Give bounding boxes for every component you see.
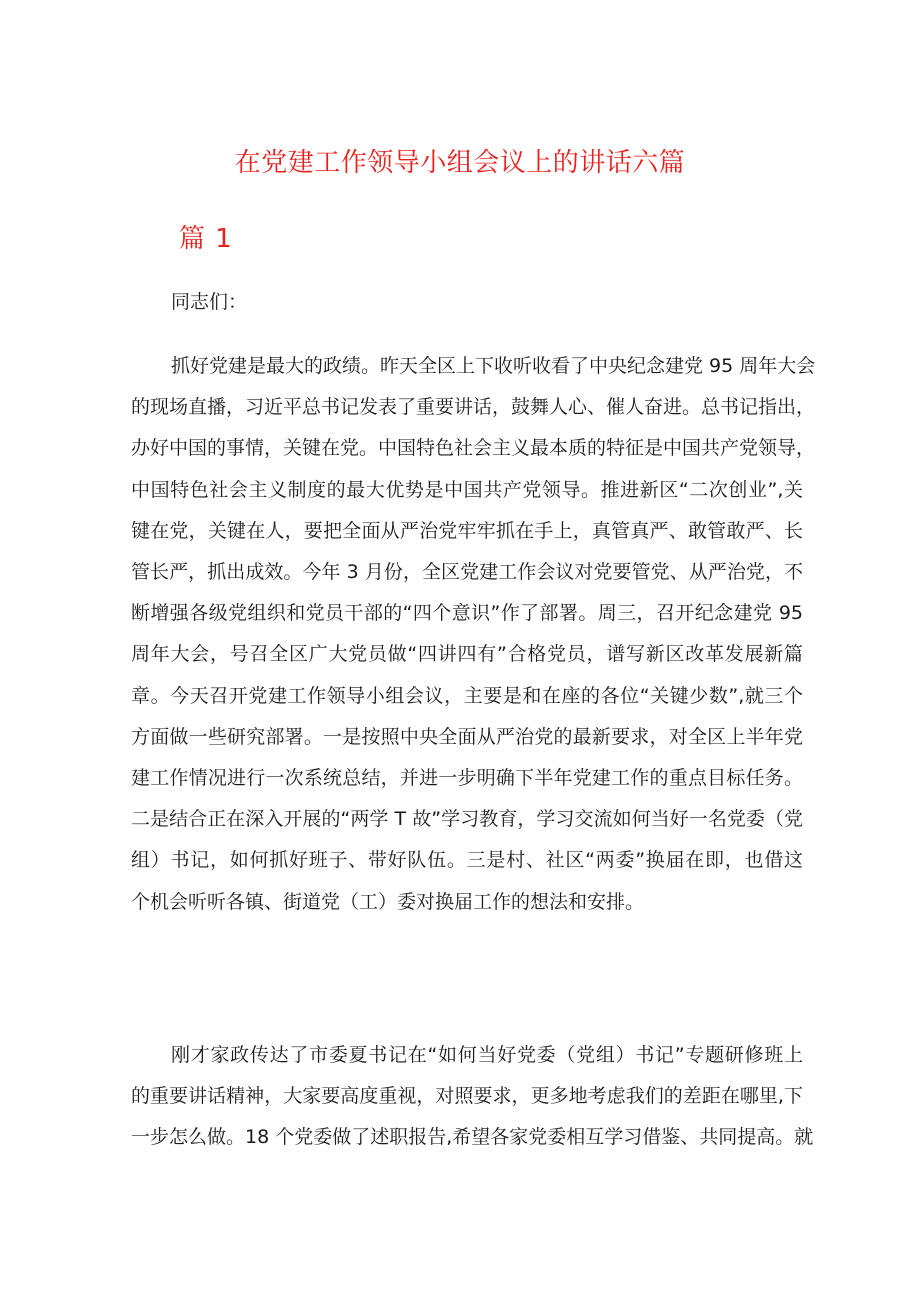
paragraph-line: 办好中国的事情，关键在党。中国特色社会主义最本质的特征是中国共产党领导， <box>131 437 816 460</box>
paragraph-line: 断增强各级党组织和党员干部的“四个意识”作了部署。周三，召开纪念建党 95 <box>131 602 803 625</box>
paragraph-line: 二是结合正在深入开展的“两学 T 故”学习教育，学习交流如何当好一名党委（党 <box>131 808 803 831</box>
paragraph-line: 组）书记，如何抓好班子、带好队伍。三是村、社区“两委”换届在即，也借这 <box>131 849 803 872</box>
paragraph-line: 刚才家政传达了市委夏书记在“如何当好党委（党组）书记”专题研修班上 <box>171 1044 803 1066</box>
paragraph-line: 抓好党建是最大的政绩。昨天全区上下收听收看了中央纪念建党 95 周年大会 <box>171 355 816 377</box>
document-title: 在党建工作领导小组会议上的讲话六篇 <box>234 148 686 178</box>
paragraph-line: 管长严，抓出成效。今年 3 月份，全区党建工作会议对党要管党、从严治党，不 <box>131 561 803 584</box>
paragraph-line: 方面做一些研究部署。一是按照中央全面从严治党的最新要求，对全区上半年党 <box>131 725 803 748</box>
paragraph-1 <box>131 346 816 923</box>
paragraph-line: 的现场直播，习近平总书记发表了重要讲话，鼓舞人心、催人奋进。总书记指出， <box>131 396 816 419</box>
salutation: 同志们： <box>171 291 248 313</box>
paragraph-line: 个机会听听各镇、街道党（工）委对换届工作的想法和安排。 <box>131 890 645 913</box>
paragraph-2 <box>131 1035 814 1159</box>
paragraph-line: 周年大会，号召全区广大党员做“四讲四有”合格党员，谱写新区改革发展新篇 <box>131 643 803 666</box>
paragraph-line: 建工作情况进行一次系统总结，并进一步明确下半年党建工作的重点目标任务。 <box>131 767 803 790</box>
paragraph-line: 的重要讲话精神，大家要高度重视，对照要求，更多地考虑我们的差距在哪里,下 <box>131 1085 803 1108</box>
paragraph-line: 章。今天召开党建工作领导小组会议，主要是和在座的各位“关键少数”,就三个 <box>131 684 803 707</box>
paragraph-line: 中国特色社会主义制度的最大优势是中国共产党领导。推进新区“二次创业”,关 <box>131 478 803 501</box>
paragraph-line: 键在党，关键在人，要把全面从严治党牢牢抓在手上，真管真严、敢管敢严、长 <box>131 519 803 542</box>
paragraph-line: 一步怎么做。18 个党委做了述职报告,希望各家党委相互学习借鉴、共同提高。就 <box>131 1126 814 1149</box>
section-heading: 篇 1 <box>179 224 233 254</box>
